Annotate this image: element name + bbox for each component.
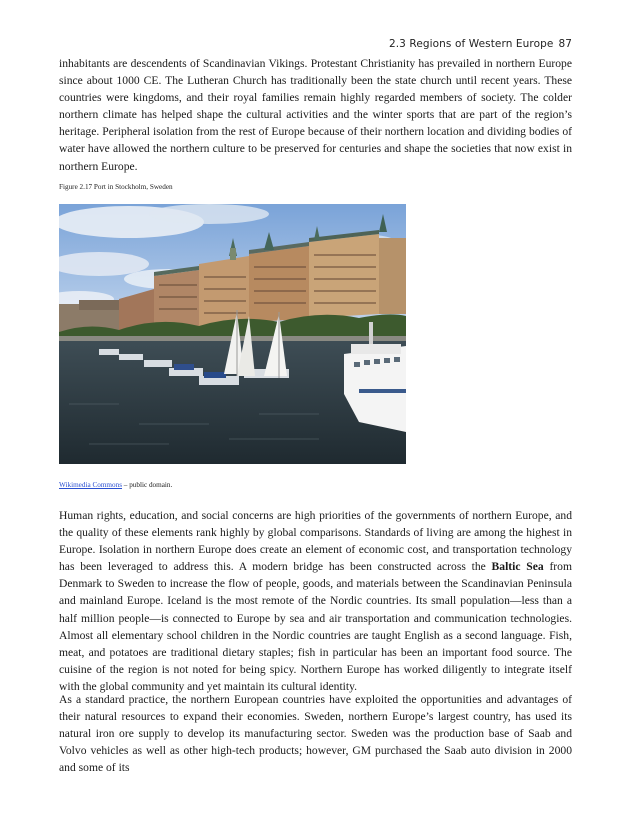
image-credit <box>59 481 172 489</box>
section-title: 2.3 Regions of Western Europe <box>388 38 554 50</box>
paragraph-2-part-2: from Denmark to Sweden to increase the flow of people, goods, and materials between the Scandinavian Peninsula and mainland Europe. Iceland is the most remote of the Nordic countries. Its small population—less than a half million people—is connected to Europe by sea and air transportation and communication technologies. Almost all elementary school children in the Nordic countries are taught English as a second language. Fish, meat, and potatoes are traditional dietary staples; fish in particular has been an important food source. The cuisine of the region is not noted for being spicy. Northern Europe has worked diligently to integrate itself with the global community and yet maintain its cultural identity. <box>59 560 572 693</box>
harbor-photo <box>59 204 406 464</box>
credit-text: – public domain. <box>122 481 173 489</box>
paragraph-2 <box>59 507 572 695</box>
paragraph-3: As a standard practice, the northern European countries have exploited the opportunities and advantages of their natural resources to expand their economies. Sweden, northern Europe’s largest country, has used its natural iron ore supply to develop its manufacturing sector. Sweden was the production base of Saab and Volvo vehicles as well as other high-tech products; however, GM purchased the Saab auto division in 2000 and some of its <box>59 693 572 775</box>
baltic-sea-term: Baltic Sea <box>491 560 544 574</box>
paragraph-2-part-1: Human rights, education, and social concerns are high priorities of the governments of northern Europe, and the quality of these elements rank highly by global comparisons. Standards of living are among the highest in Europe. Isolation in northern Europe does create an element of economic cost, and transportation technology has been leveraged to address this. A modern bridge has been constructed across the <box>59 509 572 574</box>
wikimedia-commons-link[interactable]: Wikimedia Commons <box>59 481 122 489</box>
paragraph-1: inhabitants are descendents of Scandinavian Vikings. Protestant Christianity has prevailed in northern Europe since about 1000 CE. The Lutheran Church has traditionally been the state church until recent years. These countries were kingdoms, and their royal families remain highly regarded members of society. The colder northern climate has helped shape the cultural activities and the winter sports that are part of the region’s heritage. Peripheral isolation from the rest of Europe because of their northern location and dividing bodies of water have allowed the northern culture to be preserved for centuries and shape the societies that now exist in northern Europe. <box>59 57 572 173</box>
figure-caption: Figure 2.17 Port in Stockholm, Sweden <box>59 183 173 191</box>
running-header <box>389 38 572 50</box>
page-number: 87 <box>558 38 572 50</box>
